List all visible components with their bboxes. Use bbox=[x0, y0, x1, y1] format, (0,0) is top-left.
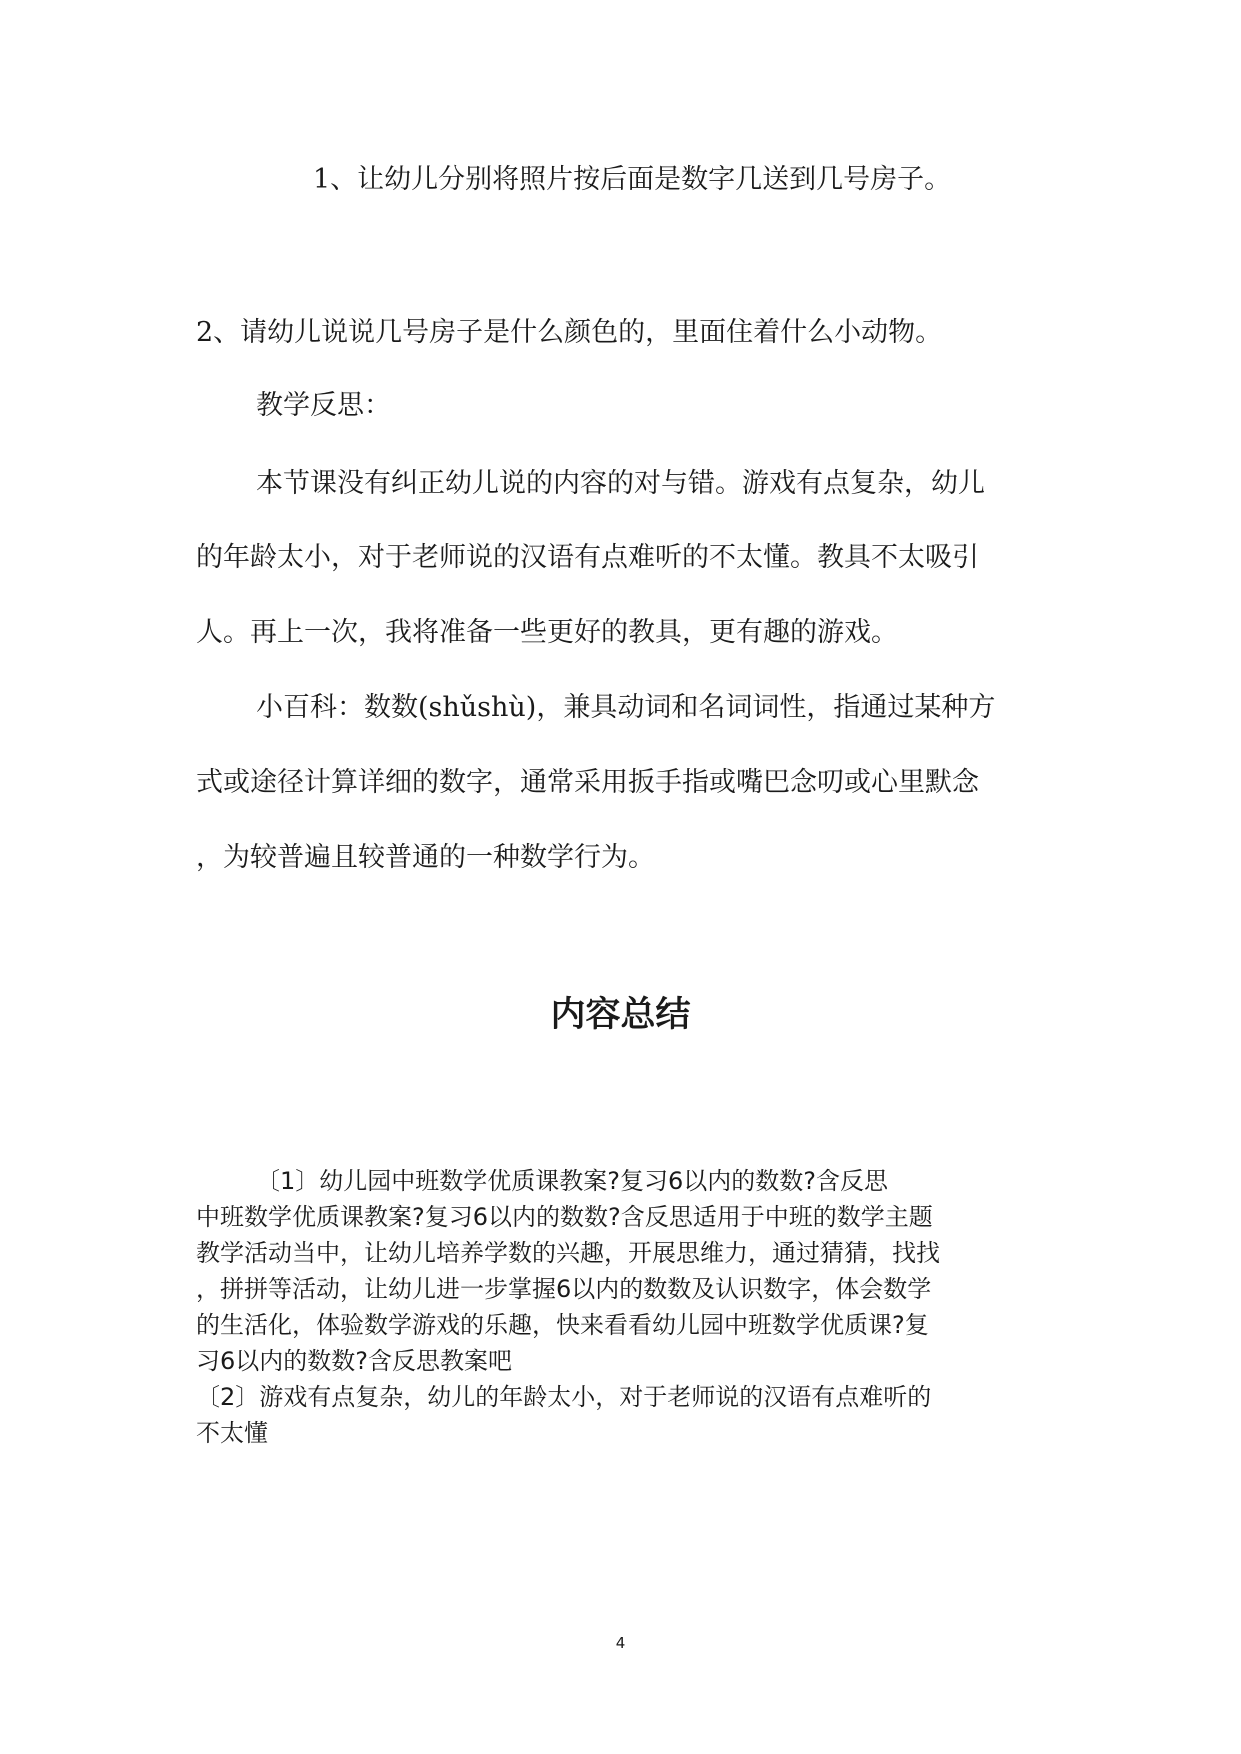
body-line-7: 小百科：数数(shǔshù)，兼具动词和名词词性，指通过某种方 bbox=[256, 692, 996, 723]
summary-line-3: 教学活动当中，让幼儿培养学数的兴趣，开展思维力，通过猜猜，找找 bbox=[196, 1239, 940, 1267]
body-line-8: 式或途径计算详细的数字，通常采用扳手指或嘴巴念叨或心里默念 bbox=[196, 767, 979, 798]
summary-line-6: 习6以内的数数?含反思教案吧 bbox=[196, 1347, 513, 1375]
summary-line-4: ，拼拼等活动，让幼儿进一步掌握6以内的数数及认识数字，体会数学 bbox=[196, 1275, 932, 1303]
summary-line-2: 中班数学优质课教案?复习6以内的数数?含反思适用于中班的数学主题 bbox=[196, 1203, 933, 1231]
body-line-5: 的年龄太小，对于老师说的汉语有点难听的不太懂。教具不太吸引 bbox=[196, 542, 979, 573]
summary-line-7: 〔2〕游戏有点复杂，幼儿的年龄太小，对于老师说的汉语有点难听的 bbox=[196, 1383, 932, 1411]
summary-title: 内容总结 bbox=[550, 995, 691, 1035]
body-line-2: 2、请幼儿说说几号房子是什么颜色的，里面住着什么小动物。 bbox=[196, 317, 943, 348]
body-line-4: 本节课没有纠正幼儿说的内容的对与错。游戏有点复杂，幼儿 bbox=[256, 468, 985, 499]
summary-line-8: 不太懂 bbox=[196, 1419, 268, 1447]
body-line-6: 人。再上一次，我将准备一些更好的教具，更有趣的游戏。 bbox=[196, 617, 898, 648]
summary-line-1: 〔1〕幼儿园中班数学优质课教案?复习6以内的数数?含反思 bbox=[256, 1167, 889, 1195]
summary-line-5: 的生活化，体验数学游戏的乐趣，快来看看幼儿园中班数学优质课?复 bbox=[196, 1311, 929, 1339]
section-heading-reflection: 教学反思： bbox=[256, 390, 391, 421]
body-line-1: 1、让幼儿分别将照片按后面是数字几送到几号房子。 bbox=[313, 164, 952, 195]
page-number: 4 bbox=[615, 1634, 626, 1652]
body-line-9: ，为较普遍且较普通的一种数学行为。 bbox=[196, 842, 655, 873]
